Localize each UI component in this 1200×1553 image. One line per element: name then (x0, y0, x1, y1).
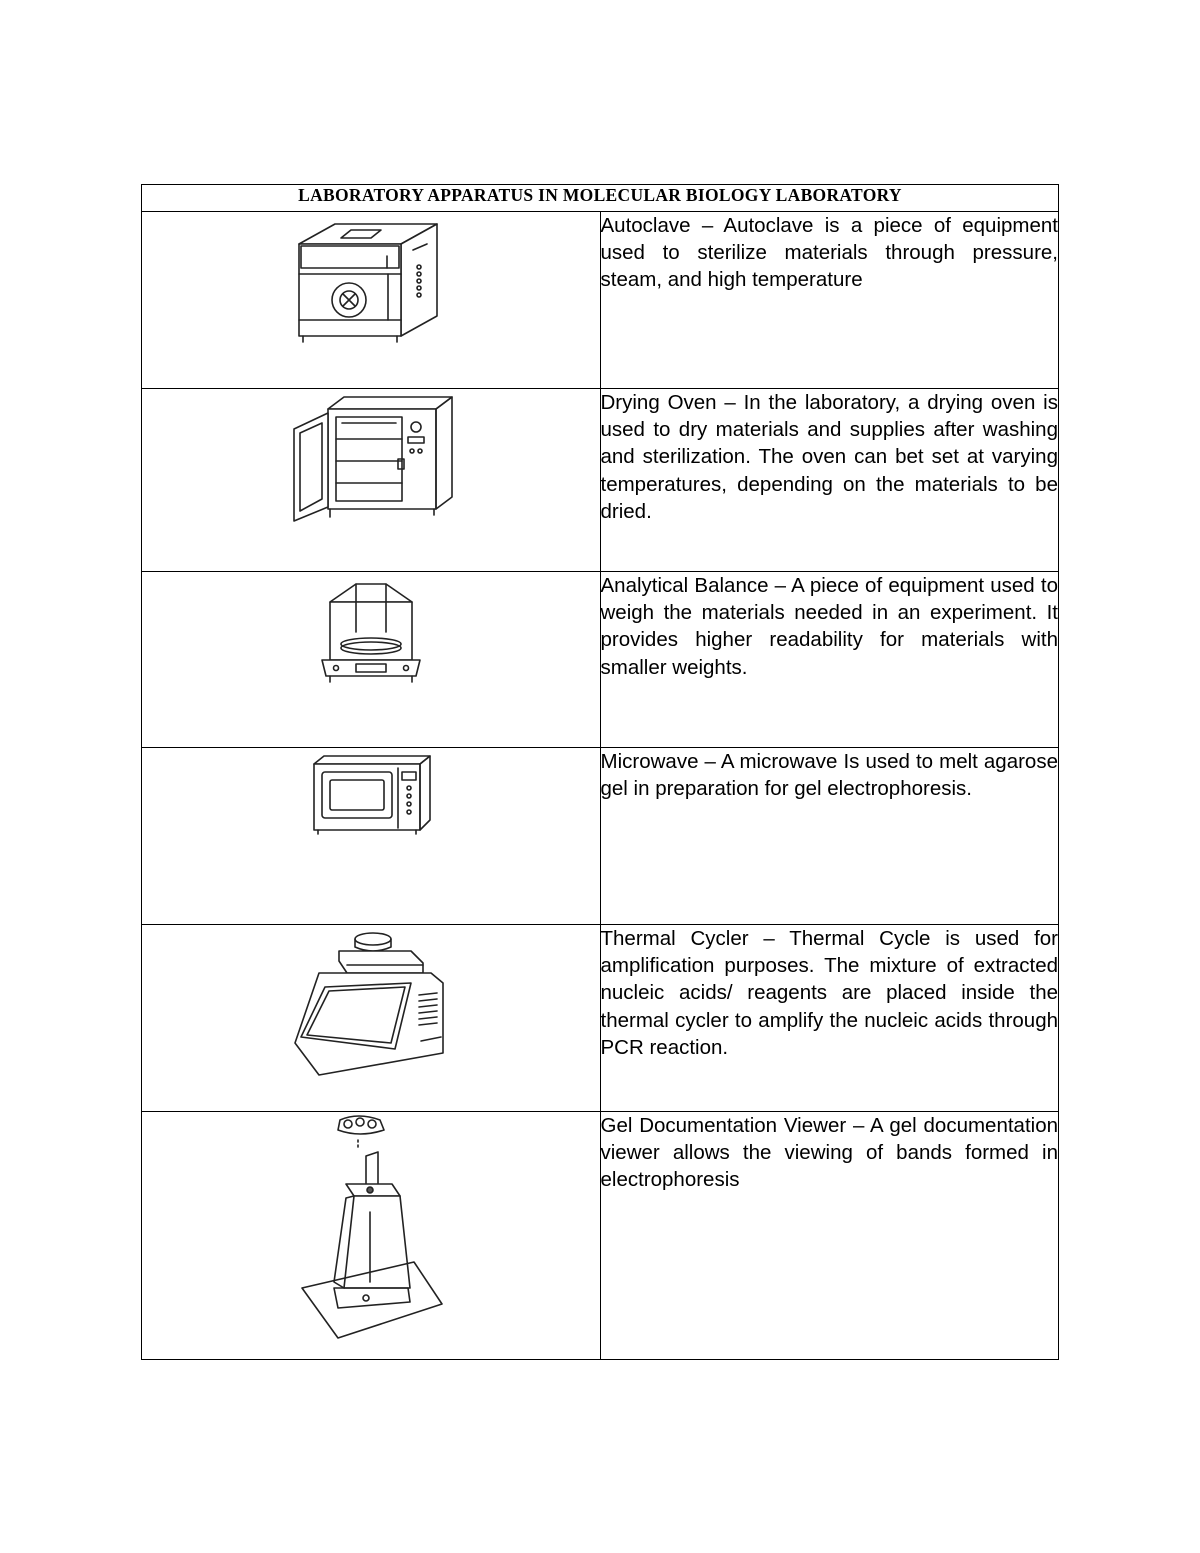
table-row (142, 212, 1059, 389)
description-cell: Thermal Cycler – Thermal Cycle is used for amplification purposes. The mixture of extracted nucleic acids/ reagents are placed inside the thermal cycler to amplify the nucleic acids through PCR reaction. (600, 925, 1059, 1112)
analytical-balance-icon (316, 572, 426, 692)
image-cell (142, 748, 601, 925)
table-row (142, 925, 1059, 1112)
table-row (142, 389, 1059, 572)
image-cell (142, 212, 601, 389)
gel-documentation-viewer-icon (296, 1112, 446, 1347)
autoclave-icon (291, 212, 451, 352)
image-cell (142, 925, 601, 1112)
microwave-icon (306, 748, 436, 838)
image-cell (142, 572, 601, 748)
description-cell: Gel Documentation Viewer – A gel documentation viewer allows the viewing of bands formed in electrophoresis (600, 1112, 1059, 1360)
description-cell: Drying Oven – In the laboratory, a drying oven is used to dry materials and supplies after washing and sterilization. The oven can bet set at varying temperatures, depending on the materials to be dried. (600, 389, 1059, 572)
image-cell (142, 1112, 601, 1360)
image-cell (142, 389, 601, 572)
table-header-row (142, 185, 1059, 212)
description-cell: Autoclave – Autoclave is a piece of equipment used to sterilize materials through pressure, steam, and high temperature (600, 212, 1059, 389)
description-cell: Analytical Balance – A piece of equipment used to weigh the materials needed in an experiment. It provides higher readability for materials with smaller weights. (600, 572, 1059, 748)
table-row (142, 748, 1059, 925)
drying-oven-icon (286, 389, 456, 524)
table-title: LABORATORY APPARATUS IN MOLECULAR BIOLOGY LABORATORY (142, 185, 1059, 212)
description-cell: Microwave – A microwave Is used to melt agarose gel in preparation for gel electrophoresis. (600, 748, 1059, 925)
thermal-cycler-icon (291, 925, 451, 1080)
table-row (142, 1112, 1059, 1360)
apparatus-table (141, 184, 1059, 1360)
table-row (142, 572, 1059, 748)
